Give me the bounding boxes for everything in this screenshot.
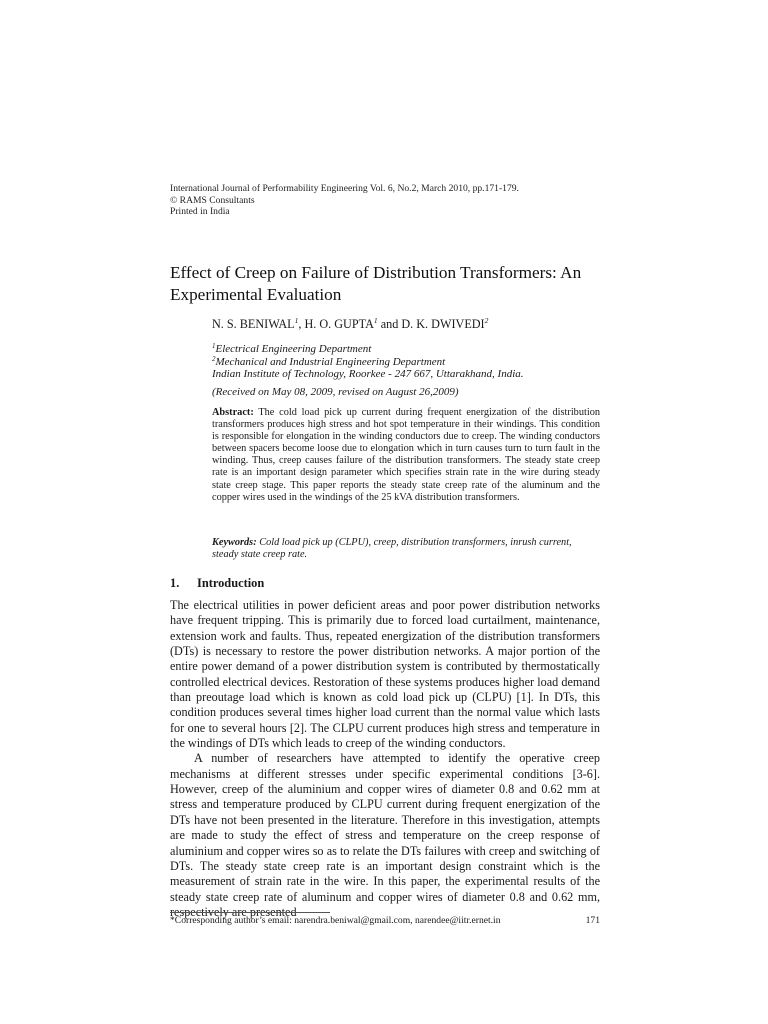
journal-header — [170, 183, 610, 218]
page-number: 171 — [585, 915, 600, 926]
body-text — [170, 598, 600, 920]
keywords-label: Keywords: — [212, 537, 257, 548]
keywords — [212, 537, 600, 562]
section-heading — [170, 576, 264, 591]
author-affiliation-mark: 1 — [373, 316, 378, 325]
affiliation-text: Electrical Engineering Department — [215, 343, 372, 355]
affiliation-line — [212, 343, 602, 356]
affiliation-line — [212, 368, 602, 381]
abstract-text: The cold load pick up current during frequent energization of the distribution transformers produces high stress and hot spot temperature in their windings. This condition is responsible for elongation in the winding conductors due to creep. The winding conductors between spacers become loose due to elongation which in turn causes turn to turn fault in the winding. Thus, creep causes failure of the distribution transformers. The steady state creep rate is an important design parameter which specifies strain rate in the wire during steady state creep stage. This paper reports the steady state creep rate of the aluminum and the copper wires used in the windings of the 25 kVA distribution transformers. — [212, 407, 600, 503]
section-title: Introduction — [197, 576, 265, 590]
author-name: H. O. GUPTA — [304, 317, 374, 331]
author-name: D. K. DWIVEDI — [401, 317, 485, 331]
affiliation-mark: 1 — [212, 342, 216, 350]
abstract — [212, 407, 600, 504]
author-list — [212, 317, 488, 332]
affiliation-line — [212, 356, 602, 369]
section-number: 1. — [170, 576, 180, 590]
paper-title: Effect of Creep on Failure of Distribution Transformers: An Experimental Evaluation — [170, 263, 582, 304]
paragraph: The electrical utilities in power deficient areas and poor power distribution networks have frequent tripping. This is primarily due to forced load curtailment, maintenance, extension work and faults. Thus, repeated energization of the distribution transformers (DTs) is necessary to restore the power distribution networks. A major portion of the entire power demand of a power distribution system is contributed by thermostatically controlled electrical devices. Restoration of these systems produces higher load demand than preoutage load which is known as cold load pick up (CLPU) [1]. In DTs, this condition produces several times higher load current than the normal value which lasts for one to several hours [2]. The CLPU current produces high stress and temperature in the windings of DTs which leads to creep of the winding conductors. — [170, 598, 600, 751]
copyright-line: © RAMS Consultants — [170, 194, 255, 206]
abstract-label: Abstract: — [212, 407, 254, 418]
footnote-divider — [170, 912, 330, 913]
affiliation-text: Mechanical and Industrial Engineering Department — [215, 355, 446, 368]
affiliation-mark: 2 — [212, 354, 216, 363]
author-separator: and — [377, 317, 402, 331]
printed-line: Printed in India — [170, 206, 230, 218]
footnote: *Corresponding author’s email: narendra.beniwal@gmail.com, narendee@iitr.ernet.in — [170, 915, 501, 926]
affiliation-text: Indian Institute of Technology, Roorkee - 247 667, Uttarakhand, India. — [212, 368, 524, 381]
affiliations — [212, 343, 602, 381]
author-name: N. S. BENIWAL — [212, 317, 295, 331]
journal-citation: International Journal of Performability Engineering Vol. 6, No.2, March 2010, pp.171-179. — [170, 183, 519, 194]
paragraph: A number of researchers have attempted to identify the operative creep mechanisms at different stresses under specific experimental conditions [3-6]. However, creep of the aluminium and copper wires of diameter 0.8 and 0.62 mm at stress and temperature produced by CLPU current during frequent energization of the DTs have not been presented in the literature. Therefore in this investigation, attempts are made to study the effect of stress and temperature on the creep response of aluminium and copper wires so as to relate the DTs failures with creep and switching of DTs. The steady state creep rate is an important design constraint which is the measurement of strain rate in the wire. In this paper, the experimental results of the steady state creep rate of aluminum and copper wires of diameter 0.8 and 0.62 mm, respectively are presented — [170, 751, 600, 919]
keywords-text: Cold load pick up (CLPU), creep, distribution transformers, inrush current, steady state creep rate. — [212, 537, 572, 561]
author-affiliation-mark: 1 — [294, 316, 299, 325]
author-affiliation-mark: 2 — [484, 316, 489, 325]
author-separator: , — [298, 317, 305, 331]
received-dates: (Received on May 08, 2009, revised on August 26,2009) — [212, 386, 459, 398]
